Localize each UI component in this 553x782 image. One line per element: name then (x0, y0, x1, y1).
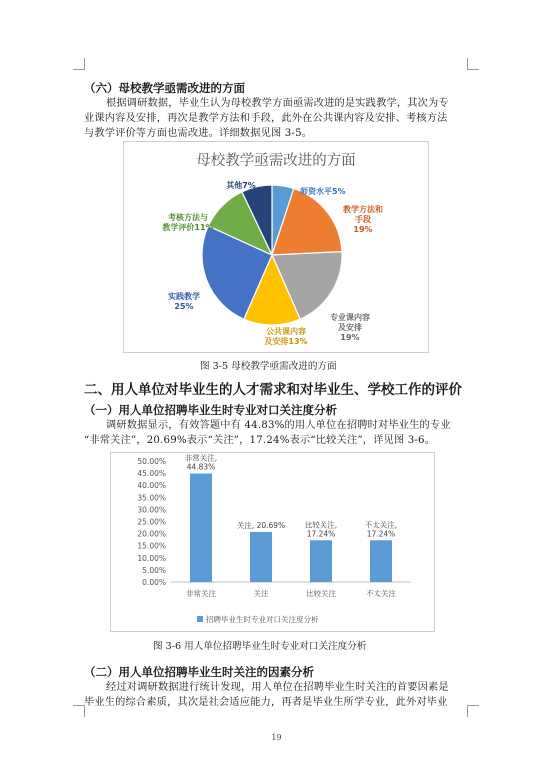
chart-legend (197, 614, 319, 624)
bar-chart-frame (110, 452, 435, 632)
crop-mark (73, 69, 85, 70)
slice-label: 其他7% (226, 181, 256, 190)
data-label: 非常关注, 44.83% (184, 453, 218, 472)
slice-label: 实践教学 25% (168, 292, 200, 311)
legend-swatch (197, 616, 203, 622)
x-tick-label: 非常关注 (186, 589, 216, 598)
chart-title: 母校教学亟需改进的方面 (196, 153, 356, 169)
data-label: 不太关注, 17.24% (364, 520, 398, 539)
y-tick-label: 30.00% (137, 505, 166, 515)
y-tick-label: 45.00% (137, 469, 166, 479)
paragraph (84, 433, 474, 448)
paragraph-line: 毕业生的综合素质，其次是社会适应能力，再者是毕业生所学专业，此外对毕业 (84, 697, 448, 708)
slice-label: 公共课内容及安排13% (264, 327, 308, 346)
y-tick-label: 50.00% (137, 457, 166, 466)
y-tick-label: 15.00% (137, 541, 166, 551)
y-tick-label: 25.00% (137, 517, 166, 527)
bar (310, 540, 332, 582)
slice-label: 考核方法与教学评价11% (162, 213, 214, 232)
bar (190, 474, 212, 582)
paragraph-line: 调研数据显示，有效答题中有 44.83%的用人单位在招聘时对毕业生的专业 (106, 420, 451, 431)
y-tick-label: 20.00% (137, 529, 166, 539)
slice-label: 师资水平5% (300, 187, 346, 196)
paragraph-line: 经过对调研数据进行统计发现，用人单位在招聘毕业生时关注的首要因素是 (106, 682, 449, 693)
slice-label: 专业课内容及安排 19% (330, 313, 370, 342)
x-tick-label: 不太关注 (366, 589, 396, 598)
paragraph-line: 根据调研数据，毕业生认为母校教学方面亟需改进的是实践教学，其次为专 (106, 98, 449, 109)
bar-chart (111, 453, 434, 631)
data-label: 关注, 20.69% (236, 520, 286, 530)
legend-label: 招聘毕业生时专业对口关注度分析 (206, 615, 319, 624)
section-heading: （一）用人单位招聘毕业生时专业对口关注度分析 (84, 403, 337, 417)
figure-caption: 图 3-6 用人单位招聘毕业生时专业对口关注度分析 (153, 641, 367, 652)
y-tick-label: 40.00% (137, 481, 166, 491)
paragraph (84, 111, 474, 141)
pie-chart-frame (123, 141, 429, 353)
paragraph-line: 业课内容及安排，再次是教学方法和手段，此外在公共课内容及安排、考核方法 (84, 113, 448, 124)
figure-caption: 图 3-5 母校教学亟需改进的方面 (200, 361, 337, 372)
crop-mark (467, 69, 479, 70)
paragraph (84, 418, 474, 433)
section-heading: （二）用人单位招聘毕业生时关注的因素分析 (84, 665, 314, 679)
paragraph (84, 96, 474, 111)
y-tick-label: 10.00% (137, 553, 166, 563)
data-label: 比较关注, 17.24% (304, 520, 338, 539)
page-number: 19 (271, 733, 282, 742)
x-tick-label: 比较关注 (306, 589, 336, 598)
paragraph-line: 与教学评价等方面也需改进。详细数据见图 3-5。 (84, 128, 313, 139)
pie-chart (124, 142, 428, 352)
y-tick-label: 0.00% (142, 578, 166, 587)
y-tick-label: 5.00% (142, 565, 166, 575)
bar (370, 540, 392, 582)
section-heading: （六）母校教学亟需改进的方面 (84, 81, 245, 95)
slice-label: 教学方法和手段 19% (343, 205, 383, 234)
paragraph (84, 695, 474, 710)
chapter-heading: 二、用人单位对毕业生的人才需求和对毕业生、学校工作的评价 (84, 382, 462, 398)
bar (250, 532, 272, 582)
x-tick-label: 关注 (253, 589, 269, 598)
paragraph-line: “非常关注”，20.69%表示“关注”，17.24%表示“比较关注”，详见图 3-6。 (84, 435, 436, 446)
paragraph (84, 680, 474, 695)
y-tick-label: 35.00% (137, 493, 166, 503)
